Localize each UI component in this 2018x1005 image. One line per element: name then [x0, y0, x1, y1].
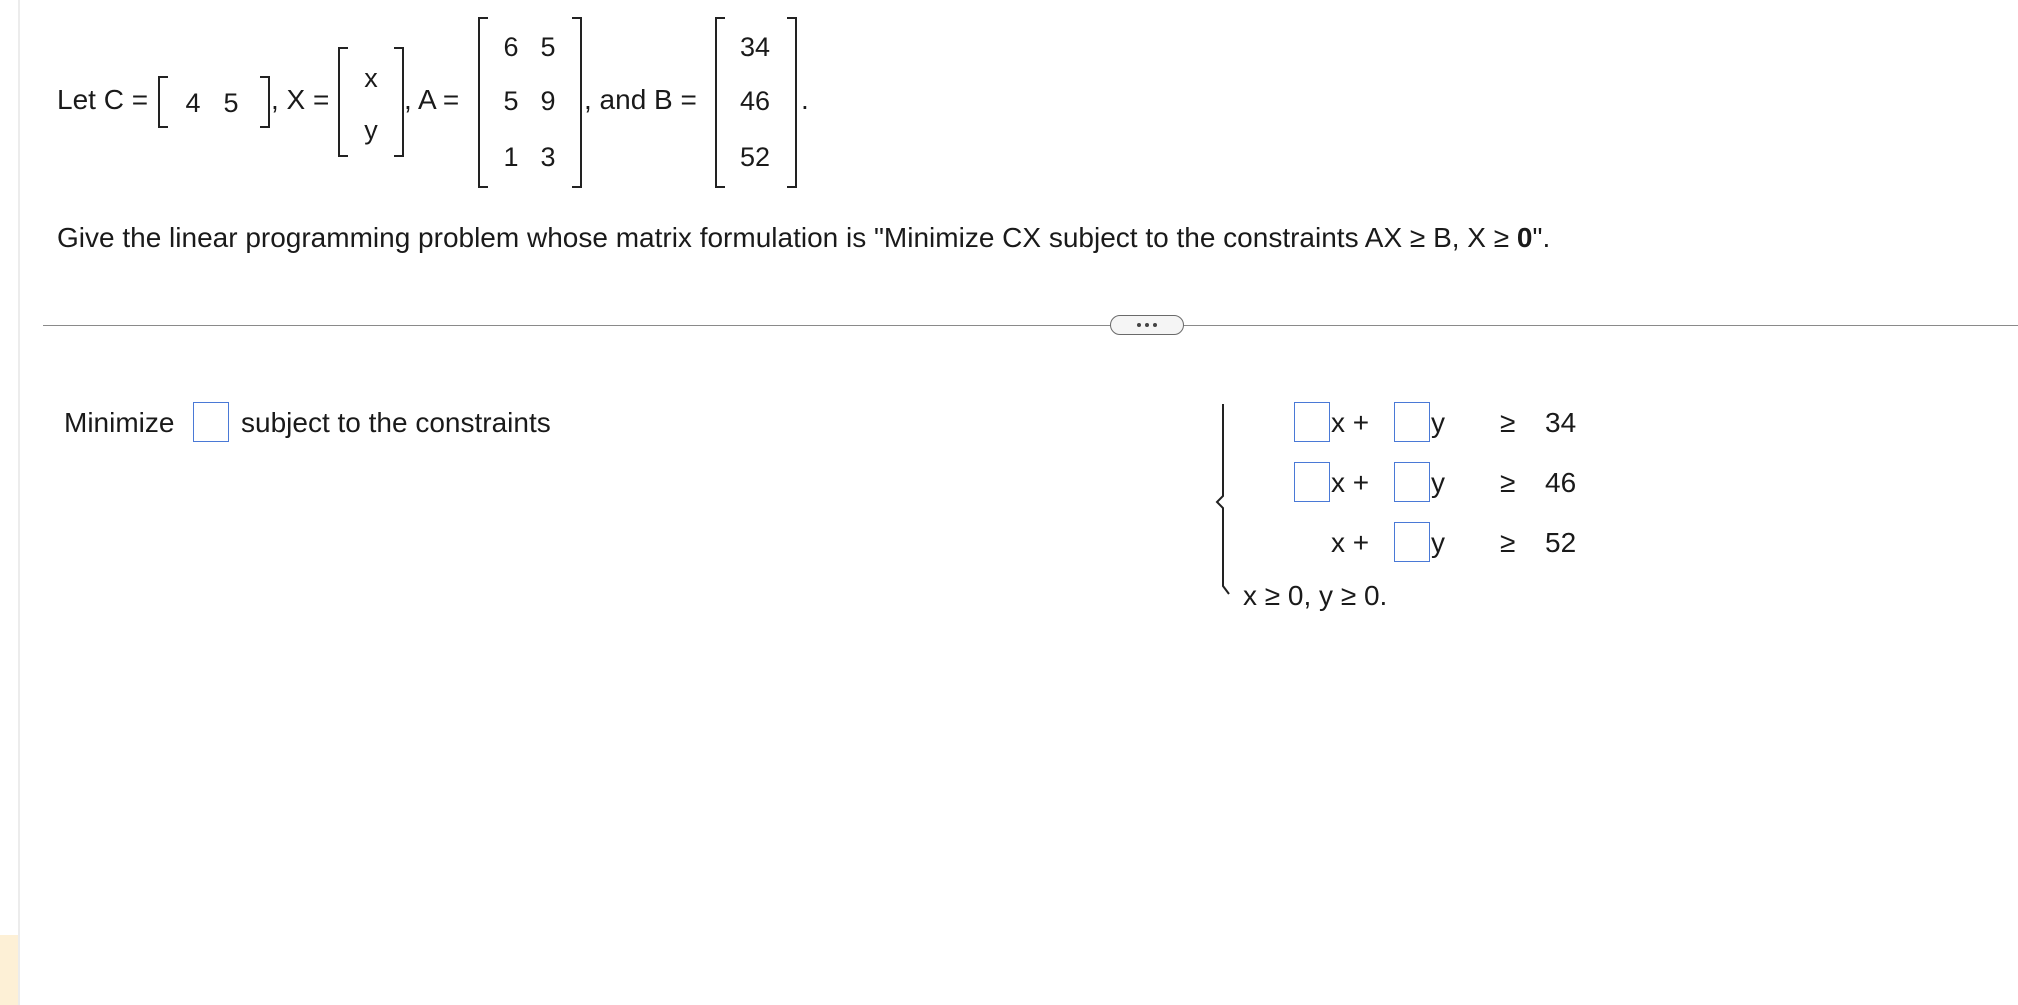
rhs-row1: 34	[1545, 407, 1577, 438]
rhs-row2: 46	[1545, 467, 1577, 498]
matrix-a-cell: 6	[503, 32, 519, 62]
a-label: , A =	[404, 84, 460, 115]
matrix-b-cell: 46	[739, 86, 771, 116]
matrix-x-cell: x	[364, 63, 378, 93]
matrix-b	[715, 17, 797, 188]
objective-input[interactable]	[193, 402, 229, 442]
rhs-row3: 52	[1545, 527, 1577, 558]
coefficient-x-row1-input[interactable]	[1294, 402, 1330, 442]
x-label: , X =	[271, 84, 330, 115]
matrix-a-cell: 5	[540, 32, 556, 62]
relation-row1: ≥	[1500, 407, 1516, 438]
x-term-row2: x +	[1331, 467, 1370, 498]
relation-row2: ≥	[1500, 467, 1516, 498]
nonnegativity-constraint: x ≥ 0, y ≥ 0.	[1243, 580, 1388, 611]
let-c-label: Let C =	[57, 84, 149, 115]
and-b-label: , and B =	[584, 84, 697, 115]
coefficient-y-row2-input[interactable]	[1394, 462, 1430, 502]
matrix-a-cell: 1	[503, 142, 519, 172]
x-term-row1: x +	[1331, 407, 1370, 438]
relation-row3: ≥	[1500, 527, 1516, 558]
y-term-row1: y	[1431, 407, 1445, 438]
y-term-row2: y	[1431, 467, 1445, 498]
y-term-row3: y	[1431, 527, 1445, 558]
minimize-label: Minimize	[64, 407, 175, 438]
expand-button[interactable]	[1110, 315, 1184, 335]
left-page-border	[18, 0, 20, 1005]
matrix-a-cell: 3	[540, 142, 556, 172]
matrix-c	[158, 76, 270, 128]
matrix-b-cell: 52	[739, 142, 771, 172]
section-divider	[43, 325, 2018, 326]
matrix-c-cell: 5	[223, 88, 239, 118]
matrix-c-cell: 4	[185, 88, 201, 118]
matrix-b-cell: 34	[739, 32, 771, 62]
coefficient-y-row1-input[interactable]	[1394, 402, 1430, 442]
matrix-a	[478, 17, 582, 188]
period: .	[801, 84, 809, 115]
matrix-a-cell: 9	[540, 86, 556, 116]
more-horizontal-icon	[1137, 323, 1141, 327]
matrix-x-cell: y	[364, 115, 378, 145]
question-prompt: Give the linear programming problem whose matrix formulation is "Minimize CX subject to the constraints AX ≥ B, X ≥ 0".	[57, 222, 1551, 253]
x-term-row3: x +	[1331, 527, 1370, 558]
matrix-a-cell: 5	[503, 86, 519, 116]
left-brace-icon	[1213, 402, 1241, 602]
coefficient-x-row2-input[interactable]	[1294, 462, 1330, 502]
coefficient-y-row3-input[interactable]	[1394, 522, 1430, 562]
corner-tab	[0, 935, 18, 1005]
subject-to-label: subject to the constraints	[241, 407, 551, 438]
matrix-x	[338, 47, 404, 157]
